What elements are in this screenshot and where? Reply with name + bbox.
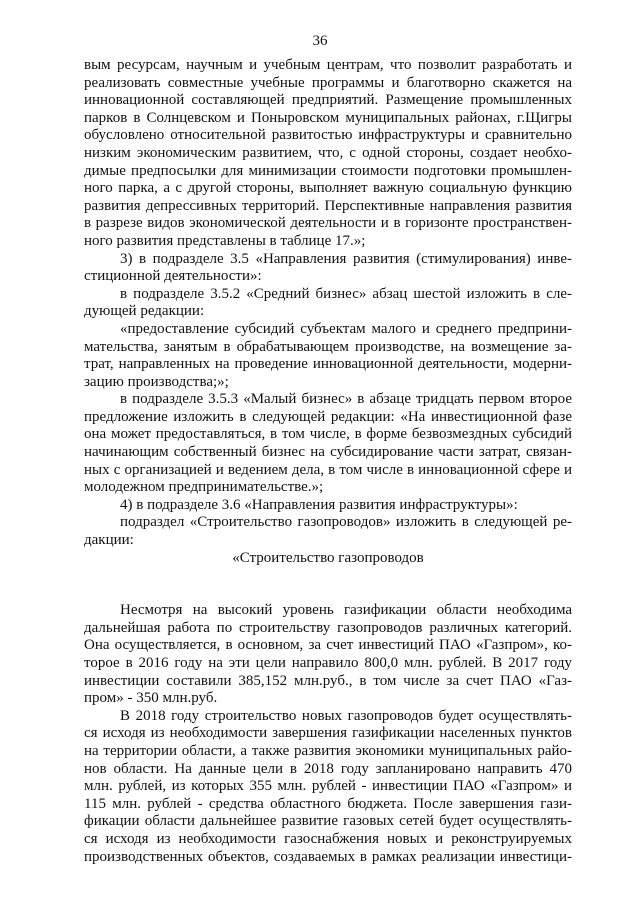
text-line: «предоставление субсидий субъектам малого и среднего предприни-: [120, 320, 572, 337]
page-number: 36: [312, 33, 328, 49]
text-line: парков в Солнцевском и Поныровском муниципальных районах, г.Щигры: [84, 109, 572, 126]
text-line: дальнейшая работа по строительству газопроводов различных категорий.: [84, 619, 572, 636]
text-line: 115 млн. рублей - средства областного бюджета. После завершения гази-: [84, 795, 572, 812]
text-line: вым ресурсам, научным и учебным центрам, что позволит разработать и: [84, 57, 572, 73]
text-line: в подразделе 3.5.2 «Средний бизнес» абзац шестой изложить в сле-: [120, 285, 572, 302]
section-heading: «Строительство газопроводов: [232, 549, 424, 566]
text-line: стиционной деятельности»:: [84, 268, 262, 285]
text-line: на территории области, а также развития экономики муниципальных райо-: [84, 742, 572, 759]
text-line: низким экономическим развитием, что, с одной стороны, создает необхо-: [84, 144, 572, 161]
text-line: дующей редакции:: [84, 303, 205, 320]
text-line: Несмотря на высокий уровень газификации области необходима: [120, 602, 572, 619]
text-line: 4) в подразделе 3.6 «Направления развития инфраструктуры»:: [120, 496, 518, 513]
text-line: 3) в подразделе 3.5 «Направления развития (стимулирования) инве-: [120, 250, 572, 267]
text-line: зацию производства;»;: [84, 373, 229, 390]
text-line: Она осуществляется, в основном, за счет инвестиций ПАО «Газпром», ко-: [84, 637, 572, 654]
text-line: предложение изложить в следующей редакции: «На инвестиционной фазе: [84, 408, 572, 425]
text-line: инвестиции составили 385,152 млн.руб., в том числе за счет ПАО «Газ-: [84, 672, 572, 689]
text-line: трат, направленных на проведение инновационной деятельности, модерни-: [84, 356, 572, 373]
text-line: развития депрессивных территорий. Перспективные направления развития: [84, 197, 572, 214]
text-line: фикации области дальнейшее развитие газовых сетей будет осуществлять-: [84, 813, 572, 830]
text-line: ся исходя из необходимости завершения газификации населенных пунктов: [84, 725, 572, 742]
text-line: нов области. На данные цели в 2018 году запланировано направить 470: [84, 760, 572, 777]
text-line: в разрезе видов экономической деятельности и в горизонте пространствен-: [84, 215, 572, 232]
text-line: млн. рублей, из которых 355 млн. рублей - инвестиции ПАО «Газпром» и: [84, 778, 572, 795]
text-line: подраздел «Строительство газопроводов» изложить в следующей ре-: [120, 514, 572, 531]
text-line: В 2018 году строительство новых газопроводов будет осуществлять-: [120, 707, 572, 724]
text-line: димые предпосылки для минимизации стоимости подготовки промышлен-: [84, 162, 572, 179]
text-line: в подразделе 3.5.3 «Малый бизнес» в абзаце тридцать первом второе: [120, 391, 572, 408]
text-line: мательства, занятым в обрабатывающем производстве, на возмещение за-: [84, 338, 572, 355]
text-line: она может предоставляться, в том числе, в форме безвозмездных субсидий: [84, 426, 572, 443]
text-line: молодежном предпринимательстве.»;: [84, 479, 324, 496]
text-line: торое в 2016 году на эти цели направило 800,0 млн. рублей. В 2017 году: [84, 655, 572, 671]
page-content: [84, 57, 572, 866]
text-line: производственных объектов, создаваемых в рамках реализации инвестици-: [84, 848, 572, 865]
spacer: [84, 567, 572, 602]
text-line: пром» - 350 млн.руб.: [84, 690, 218, 707]
text-line: обусловлено относительной развитостью инфраструктуры и сравнительно: [84, 127, 572, 144]
text-line: ного развития представлены в таблице 17.»;: [84, 232, 366, 249]
text-line: начинающим собственный бизнес на субсидирование части затрат, связан-: [84, 444, 572, 461]
text-line: ся исходя из необходимости газоснабжения новых и реконструируемых: [84, 830, 572, 847]
text-line: ных с организацией и ведением дела, в том числе в инновационной сфере и: [84, 461, 572, 478]
text-line: реализовать совместные учебные программы и благотворно скажется на: [84, 74, 572, 91]
text-line: инновационной составляющей предприятий. Размещение промышленных: [84, 92, 572, 109]
text-line: дакции:: [84, 532, 134, 549]
text-line: ного парка, а с другой стороны, выполняет важную социальную функцию: [84, 180, 572, 197]
